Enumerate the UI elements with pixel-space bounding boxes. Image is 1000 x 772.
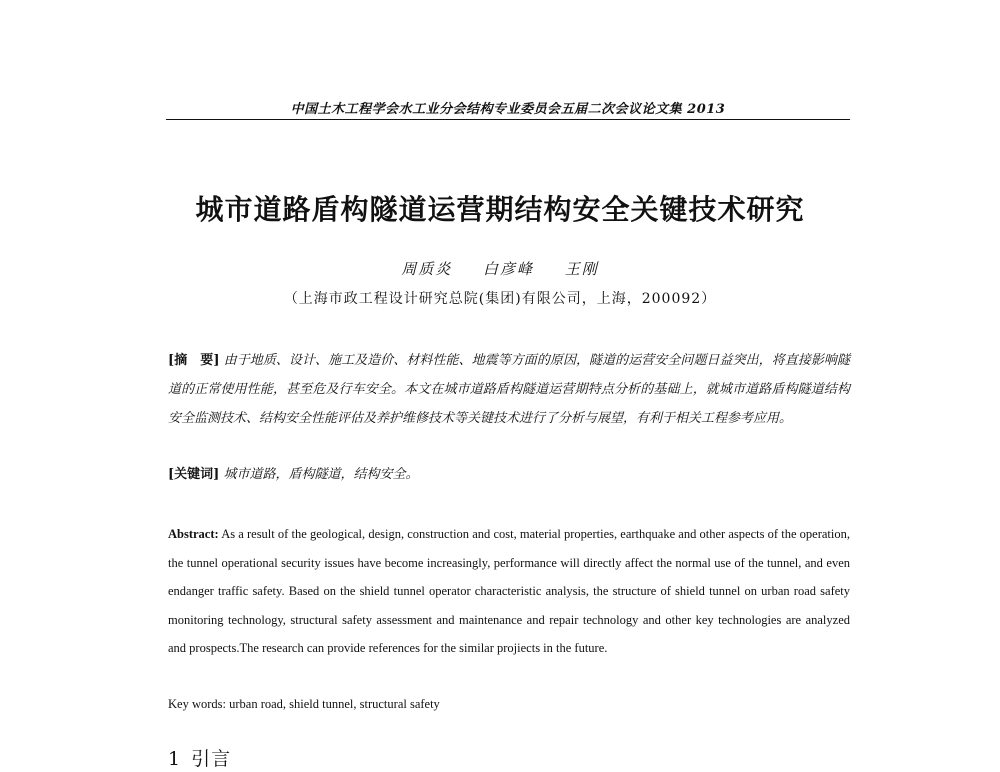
author-name: 王刚 <box>564 260 599 278</box>
english-keywords <box>168 692 850 716</box>
english-abstract <box>168 520 850 663</box>
section-heading <box>168 744 231 771</box>
chinese-abstract <box>168 346 850 433</box>
abstract-label-en: Abstract: <box>168 527 219 541</box>
chinese-keywords <box>168 460 850 489</box>
keywords-label: [关键词] <box>168 467 220 482</box>
keywords-text: 城市道路，盾构隧道，结构安全。 <box>223 467 419 482</box>
paper-title: 城市道路盾构隧道运营期结构安全关键技术研究 <box>195 193 805 226</box>
keywords-text-en: urban road, shield tunnel, structural safety <box>229 697 440 711</box>
abstract-text-en: As a result of the geological, design, construction and cost, material properties, earthquake and other aspects of the operation, the tunnel operational security issues have become increasingly, performance will directly affect the normal use of the tunnel, and even endanger traffic safety. Based on the shield tunnel operator characteristic analysis, the structure of shield tunnel on urban road safety monitoring technology, structural safety assessment and maintenance and repair technology and other key technologies are analyzed and prospects.The research can provide references for the similar projiects in the future. <box>168 527 851 655</box>
abstract-text: 由于地质、设计、施工及造价、材料性能、地震等方面的原因，隧道的运营安全问题日益突出，将直接影响隧道的正常使用性能，甚至危及行车安全。本文在城市道路盾构隧道运营期特点分析的基础上，就城市道路盾构隧道结构安全监测技术、结构安全性能评估及养护维修技术等关键技术进行了分析与展望，有利于相关工程参考应用。 <box>168 353 850 426</box>
header-rule <box>166 119 850 120</box>
author-name: 白彦峰 <box>482 260 534 278</box>
author-name: 周质炎 <box>401 260 453 278</box>
keywords-label-en: Key words: <box>168 697 226 711</box>
running-head: 中国土木工程学会水工业分会结构专业委员会五届二次会议论文集 2013 <box>290 102 726 117</box>
affiliation: （上海市政工程设计研究总院(集团)有限公司，上海，200092） <box>283 291 717 307</box>
section-number: 1 <box>168 748 182 770</box>
abstract-label: [摘 要] <box>168 353 220 368</box>
section-title: 引言 <box>191 748 232 770</box>
author-list <box>0 258 1000 279</box>
